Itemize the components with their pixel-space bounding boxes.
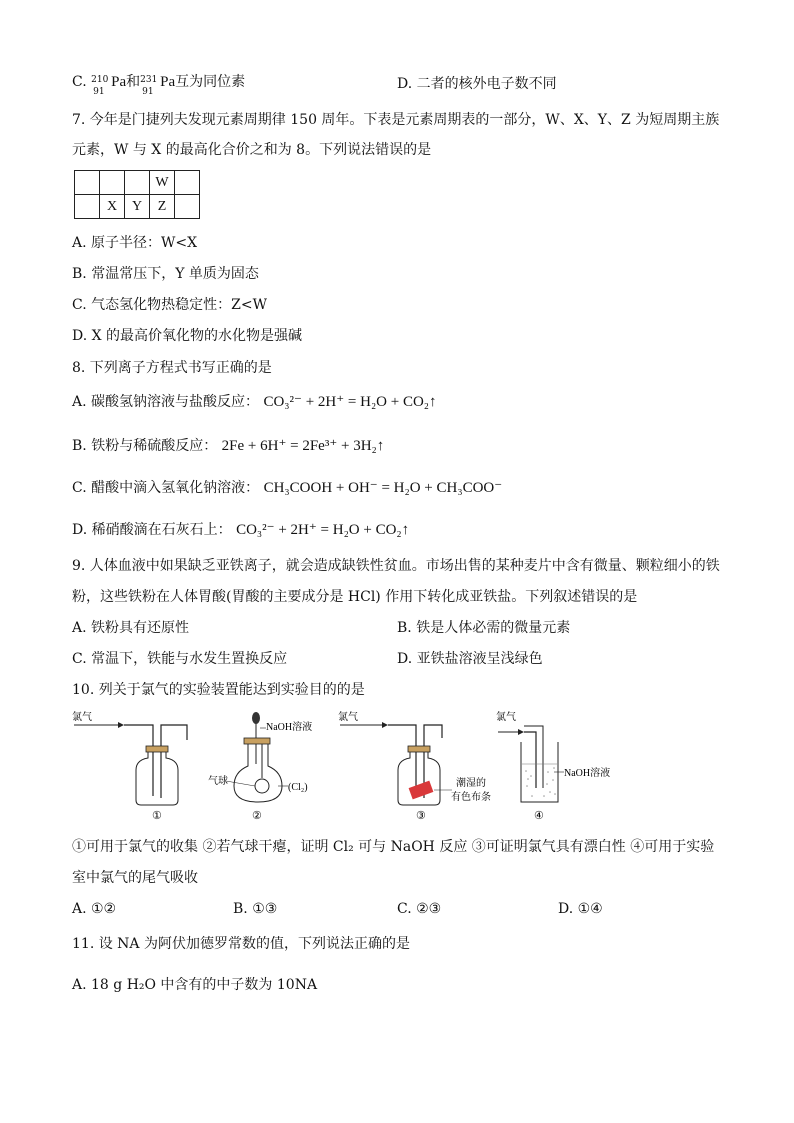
q10-option-b: B. ①③: [233, 901, 278, 917]
apparatus-3: [338, 710, 491, 822]
wet-cloth-label-2: 有色布条: [451, 792, 491, 803]
q9-option-c: C. 常温下，铁能与水发生置换反应: [72, 651, 288, 667]
q8-option-c: [72, 478, 502, 498]
q11-stem: 11. 设 NA 为阿伏加德罗常数的值，下列说法正确的是: [72, 936, 410, 952]
q8-stem: 8. 下列离子方程式书写正确的是: [72, 360, 272, 376]
q10-stem: 10. 列关于氯气的实验装置能达到实验目的的是: [72, 682, 365, 698]
equation: CO₃²⁻ + 2H⁺ = H₂O + CO₂↑: [263, 394, 437, 410]
q8-option-a: [72, 392, 437, 412]
q9-stem-line2: 粉，这些铁粉在人体胃酸(胃酸的主要成分是 HCl) 作用下转化成亚铁盐。下列叙述错误的是: [72, 589, 638, 605]
option-label: C. 醋酸中滴入氢氧化钠溶液：: [72, 480, 260, 496]
chlorine-label: 氯气: [496, 712, 516, 723]
q7-option-a: A. 原子半径：W<X: [72, 235, 198, 251]
option-label: B. 铁粉与稀硫酸反应：: [72, 438, 218, 454]
q7-option-c: C. 气态氢化物热稳定性：Z<W: [72, 297, 267, 313]
q10-option-a: A. ①②: [72, 901, 117, 917]
table-cell: [75, 195, 100, 219]
apparatus-1: [72, 710, 187, 822]
table-row: [75, 195, 200, 219]
periodic-table-fragment: [74, 170, 200, 219]
q7-stem-line1: 7. 今年是门捷列夫发现元素周期律 150 周年。下表是元素周期表的一部分，W、X、Y、Z 为短周期主族: [72, 112, 720, 128]
table-cell: W: [150, 171, 175, 195]
isotope-2-symbol: Pa: [160, 74, 176, 90]
q10-option-c: C. ②③: [397, 901, 442, 917]
chlorine-label: 氯气: [338, 712, 358, 723]
isotope-1: 210 91: [91, 75, 109, 97]
q9-stem-line1: 9. 人体血液中如果缺乏亚铁离子，就会造成缺铁性贫血。市场出售的某种麦片中含有微量、颗粒细小的铁: [72, 558, 720, 574]
option-label: D. 稀硝酸滴在石灰石上：: [72, 522, 232, 538]
apparatus-4: [496, 710, 610, 822]
table-cell: X: [100, 195, 125, 219]
wet-cloth-label-1: 潮湿的: [456, 778, 486, 789]
q9-option-a: A. 铁粉具有还原性: [72, 620, 190, 636]
table-cell: [175, 195, 200, 219]
apparatus-4-number: ④: [534, 810, 544, 822]
cl2-label: (Cl₂): [288, 782, 308, 793]
table-cell: [125, 171, 150, 195]
table-cell: Y: [125, 195, 150, 219]
q10-description-line2: 室中氯气的尾气吸收: [72, 870, 198, 886]
q7-stem-line2: 元素，W 与 X 的最高化合价之和为 8。下列说法错误的是: [72, 142, 432, 158]
isotope-1-symbol: Pa: [111, 74, 127, 90]
table-cell: Z: [150, 195, 175, 219]
apparatus-1-number: ①: [152, 810, 162, 822]
table-cell: [75, 171, 100, 195]
apparatus-3-number: ③: [416, 810, 426, 822]
table-cell: [100, 171, 125, 195]
naoh-label: NaOH溶液: [564, 768, 611, 779]
q10-description-line1: ①可用于氯气的收集 ②若气球干瘪，证明 Cl₂ 可与 NaOH 反应 ③可证明氯气具有漂白性 ④可用于实验: [72, 839, 715, 855]
q8-option-d: [72, 520, 409, 540]
table-cell: [175, 171, 200, 195]
and-text: 和: [126, 74, 141, 90]
isotope-2: 231 91: [140, 75, 158, 97]
naoh-label: NaOH溶液: [266, 722, 313, 733]
q9-option-d: D. 亚铁盐溶液呈浅绿色: [397, 651, 543, 667]
chlorine-label: 氯气: [72, 712, 92, 723]
option-text: 互为同位素: [175, 74, 246, 90]
balloon-label: 气球: [208, 776, 228, 787]
q10-option-d: D. ①④: [558, 901, 603, 917]
apparatus-2-number: ②: [252, 810, 262, 822]
q7-option-b: B. 常温常压下，Y 单质为固态: [72, 266, 259, 282]
q8-option-b: [72, 436, 384, 456]
apparatus-figure: [66, 706, 626, 824]
q6-option-d: D. 二者的核外电子数不同: [397, 76, 557, 92]
option-label: A. 碳酸氢钠溶液与盐酸反应：: [72, 394, 260, 410]
equation: 2Fe + 6H⁺ = 2Fe³⁺ + 3H₂↑: [221, 438, 385, 454]
option-letter: C.: [72, 74, 87, 90]
equation: CH₃COOH + OH⁻ = H₂O + CH₃COO⁻: [263, 480, 503, 496]
q9-option-b: B. 铁是人体必需的微量元素: [397, 620, 571, 636]
q7-option-d: D. X 的最高价氧化物的水化物是强碱: [72, 328, 303, 344]
equation: CO₃²⁻ + 2H⁺ = H₂O + CO₂↑: [236, 522, 410, 538]
q11-option-a: A. 18 g H₂O 中含有的中子数为 10NA: [72, 977, 318, 993]
apparatus-2: [208, 712, 312, 822]
table-row: [75, 171, 200, 195]
q6-option-c: [72, 72, 246, 97]
